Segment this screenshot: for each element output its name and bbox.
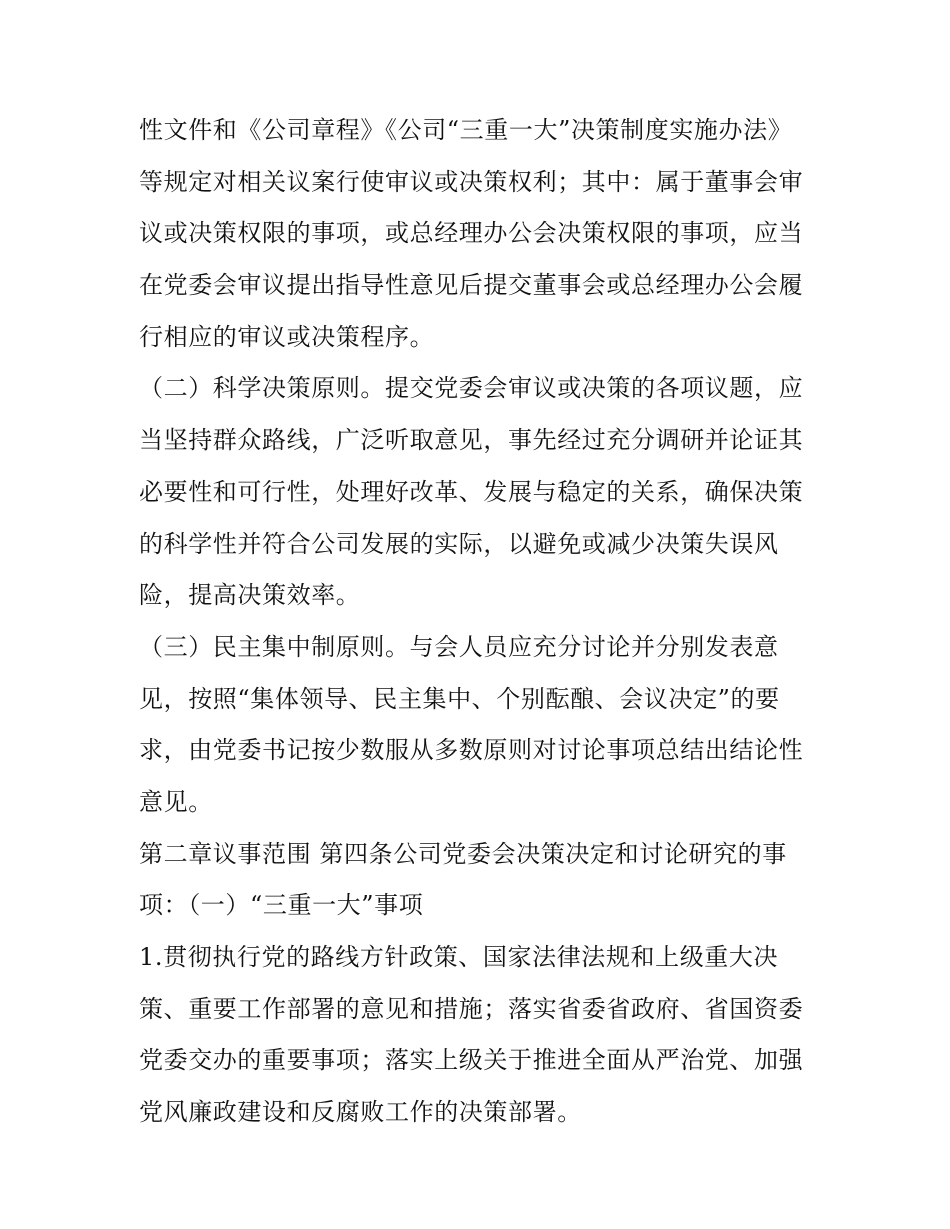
text-line: 性文件和《公司章程》《公司“三重一大”决策制度实施办法》 <box>139 116 793 144</box>
text-line: 议或决策权限的事项，或总经理办公会决策权限的事项，应当 <box>139 219 804 248</box>
text-line: 行相应的审议或决策程序。 <box>139 322 435 351</box>
text-line: （三）民主集中制原则。与会人员应充分讨论并分别发表意 <box>139 632 779 661</box>
text-line: 1.贯彻执行党的路线方针政策、国家法律法规和上级重大决 <box>139 943 779 971</box>
text-line: 必要性和可行性，处理好改革、发展与稳定的关系，确保决策 <box>139 477 804 506</box>
text-line: （二）科学决策原则。提交党委会审议或决策的各项议题，应 <box>139 374 804 403</box>
text-line: 见，按照“集体领导、民主集中、个别酝酿、会议决定”的要 <box>139 684 780 713</box>
text-line: 在党委会审议提出指导性意见后提交董事会或总经理办公会履 <box>139 271 804 300</box>
text-line: 等规定对相关议案行使审议或决策权利；其中：属于董事会审 <box>139 167 804 196</box>
text-line: 当坚持群众路线，广泛听取意见，事先经过充分调研并论证其 <box>139 426 804 455</box>
text-line: 的科学性并符合公司发展的实际，以避免或减少决策失误风 <box>139 529 779 558</box>
document-body <box>139 105 819 1139</box>
text-line: 意见。 <box>139 787 213 816</box>
text-line: 险，提高决策效率。 <box>139 581 361 610</box>
text-line: 党委交办的重要事项；落实上级关于推进全面从严治党、加强 <box>139 1046 804 1075</box>
text-line: 求，由党委书记按少数服从多数原则对讨论事项总结出结论性 <box>139 736 804 765</box>
text-line: 策、重要工作部署的意见和措施；落实省委省政府、省国资委 <box>139 994 804 1023</box>
text-line: 项：（一）“三重一大”事项 <box>139 891 424 920</box>
text-line: 党风廉政建设和反腐败工作的决策部署。 <box>139 1098 582 1127</box>
text-line: 第二章议事范围 第四条公司党委会决策决定和讨论研究的事 <box>139 839 787 868</box>
